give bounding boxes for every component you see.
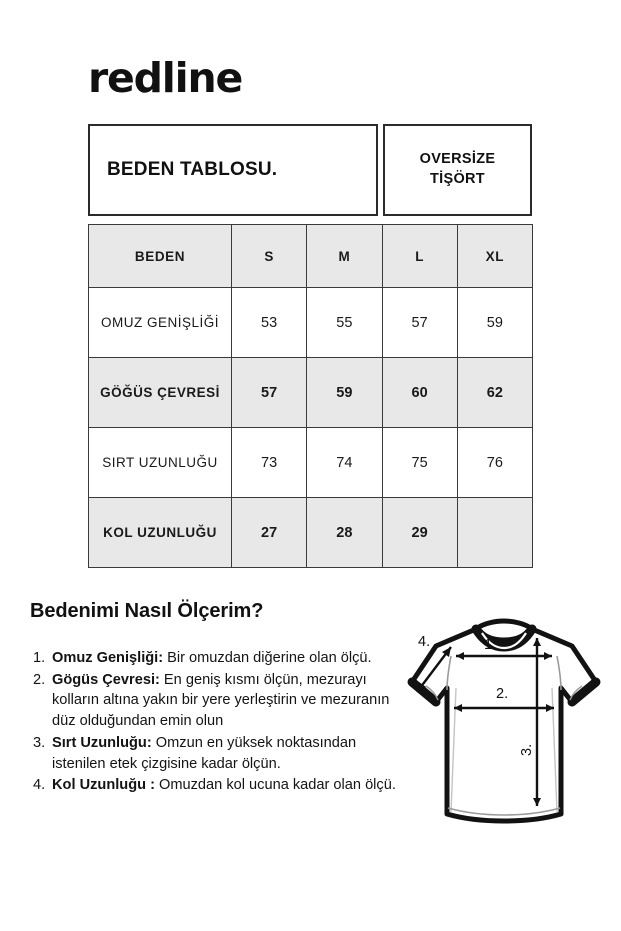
table-header-size: L [382,225,457,288]
measurement-value: 53 [232,288,307,358]
howto-item [33,670,413,732]
measurement-label: GÖĞÜS ÇEVRESİ [89,358,232,428]
howto-item-number: 4. [33,777,46,794]
diagram-label-1: 1. [484,637,497,653]
measurement-value: 73 [232,428,307,498]
table-header-label: BEDEN [89,225,232,288]
howto-item-text: Omzun en yüksek noktasından istenilen etek çizgisine kadar ölçün. [52,734,357,772]
howto-list [33,648,413,797]
table-row [89,358,533,428]
measurement-value: 74 [307,428,382,498]
tshirt-diagram [404,616,604,831]
brand-logo-text: redline [88,54,243,102]
size-chart-title-box [88,124,378,216]
measurement-value: 55 [307,288,382,358]
measurement-label: KOL UZUNLUĞU [89,498,232,568]
howto-item [33,733,413,774]
howto-title: Bedenimi Nasıl Ölçerim? [30,600,264,622]
measurement-value: 75 [382,428,457,498]
howto-item-term: Sırt Uzunluğu: [52,734,152,751]
howto-item-text: Bir omuzdan diğerine olan ölçü. [163,650,372,666]
brand-logo [88,54,243,102]
measurement-label: SIRT UZUNLUĞU [89,428,232,498]
howto-item-text: Omuzdan kol ucuna kadar olan ölçü. [154,777,396,794]
measurement-value: 59 [457,288,532,358]
badge-line-1: OVERSİZE [419,151,496,168]
howto-item-number: 2. [33,671,46,688]
title-row [88,124,532,216]
measurement-value: 57 [382,288,457,358]
diagram-label-3: 3. [519,743,535,756]
table-header-size: S [232,225,307,288]
howto-item-term: Gögüs Çevresi: [52,671,160,688]
size-table [88,224,533,568]
howto-item [33,648,413,669]
product-type-badge [383,124,532,216]
measurement-value: 76 [457,428,532,498]
size-table-header-row [89,225,533,288]
measurement-value [457,498,532,568]
table-header-size: M [307,225,382,288]
howto-item-term: Omuz Genişliği: [52,650,164,666]
howto-item-number: 3. [33,734,46,751]
measurement-value: 28 [307,498,382,568]
measurement-value: 27 [232,498,307,568]
badge-line-2: TİŞÖRT [430,171,485,187]
table-row [89,428,533,498]
howto-item-number: 1. [33,650,46,666]
tshirt-outline-icon [412,621,596,821]
howto-item [33,775,413,796]
product-type-badge-text [420,150,496,189]
measurement-value: 60 [382,358,457,428]
howto-item-text: En geniş kısmı ölçün, mezurayı kolların altına yakın bir yere yerleştirin ve mezuranın düz olduğundan emin olun [52,671,390,730]
measurement-value: 59 [307,358,382,428]
table-header-size: XL [457,225,532,288]
measurement-value: 57 [232,358,307,428]
page-title: BEDEN TABLOSU. [107,159,278,180]
howto-item-term: Kol Uzunluğu : [52,777,155,794]
table-row [89,498,533,568]
table-row [89,288,533,358]
diagram-label-2: 2. [496,686,509,702]
diagram-label-4: 4. [418,634,431,650]
measurement-label: OMUZ GENİŞLİĞİ [89,288,232,358]
measurement-value: 29 [382,498,457,568]
measurement-value: 62 [457,358,532,428]
